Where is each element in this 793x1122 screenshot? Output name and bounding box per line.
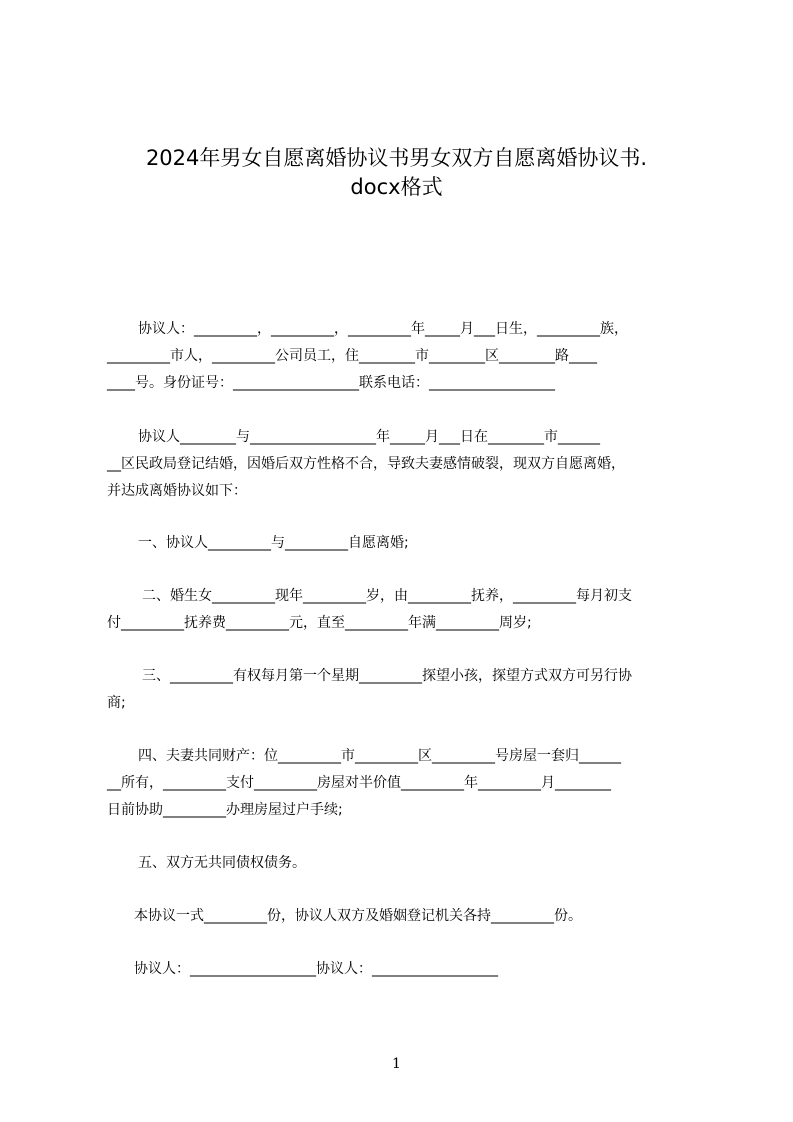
document-title-line-2: docx格式 [350,175,443,199]
marriage-info-line-3: 并达成离婚协议如下： [107,483,247,499]
copies-clause: 本协议一式_________份，协议人双方及婚姻登记机关各持_________份。 [134,908,582,924]
clause-2-line-2: 付_________抚养费_________元，直至_________年满_________周岁; [107,615,532,631]
marriage-info-line-1: 协议人________与__________________年_____月___日在________市______ [138,429,600,445]
marriage-info-line-2: __区民政局登记结婚，因婚后双方性格不合，导致夫妻感情破裂，现双方自愿离婚， [107,456,625,472]
clause-3-line-1: 三、_________有权每月第一个星期_________探望小孩，探望方式双方可另行协 [142,668,632,684]
clause-4-line-3: 日前协助_________办理房屋过户手续; [107,802,343,818]
clause-4-line-1: 四、夫妻共同财产：位_________市_________区_________号房屋一套归______ [138,748,621,764]
document-title-line-1: 2024年男女自愿离婚协议书男女双方自愿离婚协议书. [145,146,648,170]
signature-line: 协议人：__________________协议人：__________________ [134,961,498,977]
party-info-line-3: ____号。身份证号：__________________联系电话：__________________ [107,375,555,391]
clause-1: 一、协议人_________与_________自愿离婚; [138,535,409,551]
party-info-line-2: _________市人，_________公司员工，住________市________区________路____ [107,348,597,364]
clause-4-line-2: __所有，_________支付_________房屋对半价值_________年_________月________ [107,775,611,791]
page-number: 1 [392,1056,401,1072]
clause-3-line-2: 商; [107,695,126,711]
party-info-line-1: 协议人：_________，_________，_________年_____月___日生，_________族， [138,321,628,337]
clause-2-line-1: 二、婚生女_________现年_________岁，由_________抚养，_________每月初支 [142,588,632,604]
clause-5: 五、双方无共同债权债务。 [138,855,306,871]
